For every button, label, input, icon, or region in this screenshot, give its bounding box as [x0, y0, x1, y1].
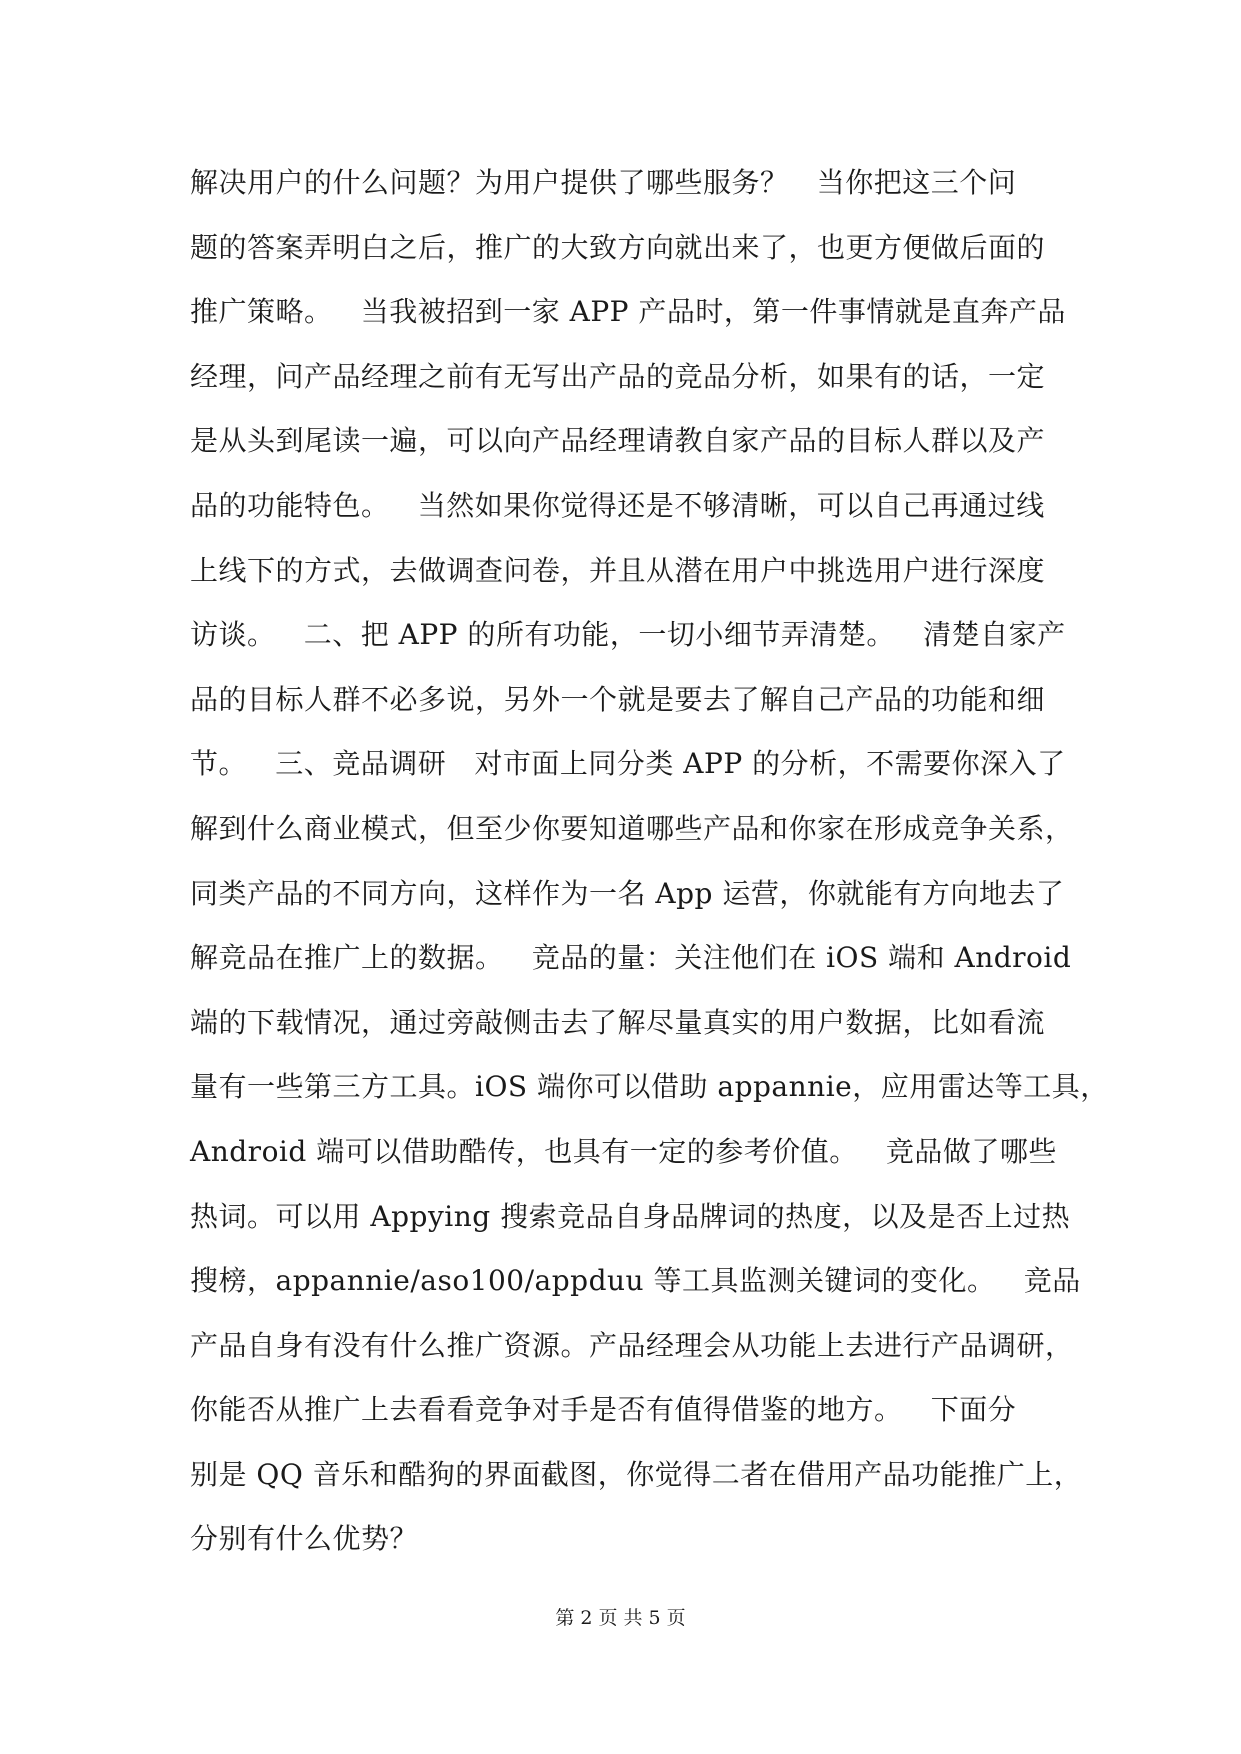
page-number-footer: 第 2 页 共 5 页	[555, 1607, 686, 1629]
text-line: Android 端可以借助酷传，也具有一定的参考价值。 竞品做了哪些	[190, 1134, 1057, 1168]
text-line: 分别有什么优势？	[190, 1522, 419, 1556]
text-line: 解竞品在推广上的数据。 竞品的量：关注他们在 iOS 端和 Android	[190, 941, 1072, 975]
text-line: 品的功能特色。 当然如果你觉得还是不够清晰，可以自己再通过线	[190, 488, 1045, 522]
text-line: 节。 三、竞品调研 对市面上同分类 APP 的分析，不需要你深入了	[190, 747, 1066, 781]
body-text	[190, 151, 1109, 1572]
text-line: 你能否从推广上去看看竞争对手是否有值得借鉴的地方。 下面分	[190, 1393, 1017, 1427]
text-line: 搜榜，appannie/aso100/appduu 等工具监测关键词的变化。 竞品	[190, 1264, 1081, 1298]
text-line: 题的答案弄明白之后，推广的大致方向就出来了，也更方便做后面的	[190, 230, 1046, 264]
text-line: 解决用户的什么问题？为用户提供了哪些服务？ 当你把这三个问	[190, 166, 1017, 199]
text-line: 是从头到尾读一遍，可以向产品经理请教自家产品的目标人群以及产	[190, 424, 1046, 458]
text-line: 同类产品的不同方向，这样作为一名 App 运营，你就能有方向地去了	[190, 876, 1065, 910]
text-line: 热词。可以用 Appying 搜索竞品自身品牌词的热度，以及是否上过热	[190, 1199, 1071, 1233]
text-line: 解到什么商业模式，但至少你要知道哪些产品和你家在形成竞争关系，	[190, 811, 1074, 845]
text-line: 推广策略。 当我被招到一家 APP 产品时，第一件事情就是直奔产品	[190, 295, 1066, 329]
text-line: 访谈。 二、把 APP 的所有功能，一切小细节弄清楚。 清楚自家产	[190, 618, 1066, 652]
text-line: 品的目标人群不必多说，另外一个就是要去了解自己产品的功能和细	[190, 682, 1046, 716]
text-line: 上线下的方式，去做调查问卷，并且从潜在用户中挑选用户进行深度	[190, 553, 1046, 587]
text-line: 量有一些第三方工具。iOS 端你可以借助 appannie，应用雷达等工具，	[190, 1070, 1109, 1104]
text-line: 端的下载情况，通过旁敲侧击去了解尽量真实的用户数据，比如看流	[190, 1005, 1046, 1039]
text-line: 经理，问产品经理之前有无写出产品的竞品分析，如果有的话，一定	[190, 359, 1046, 393]
text-line: 产品自身有没有什么推广资源。产品经理会从功能上去进行产品调研，	[190, 1328, 1074, 1362]
text-line: 别是 QQ 音乐和酷狗的界面截图，你觉得二者在借用产品功能推广上，	[190, 1457, 1083, 1491]
